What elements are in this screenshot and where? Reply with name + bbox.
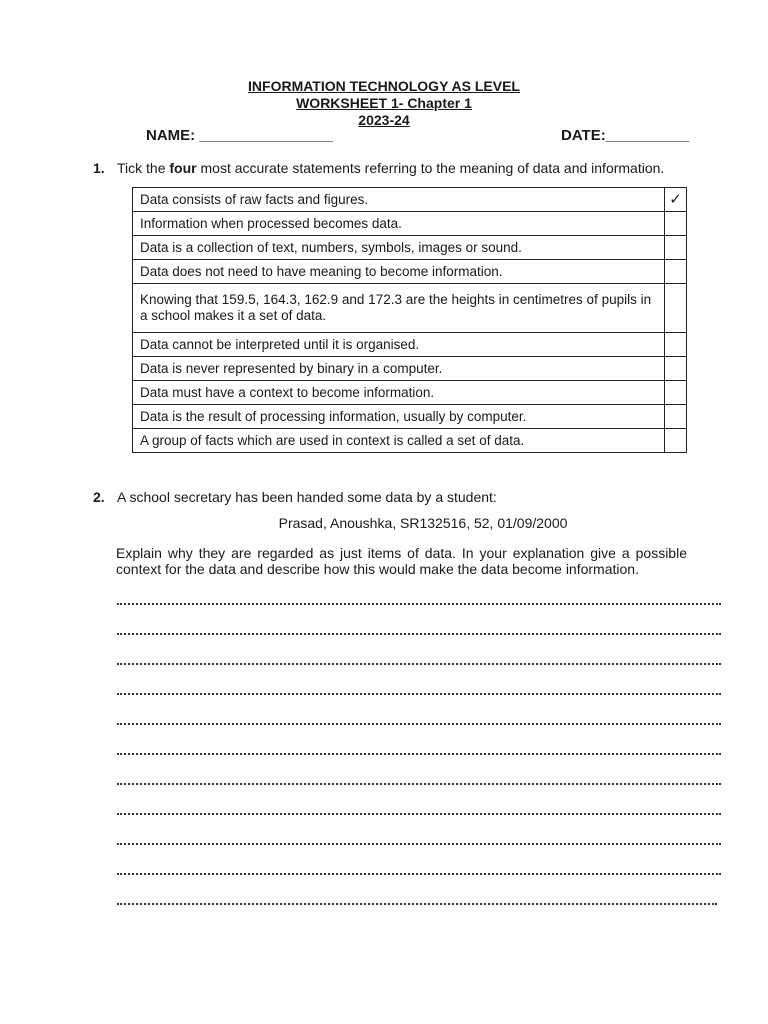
worksheet-year: 2023-24 (358, 112, 410, 128)
date-field[interactable]: DATE:__________ (561, 127, 690, 144)
answer-line[interactable] (117, 603, 721, 605)
tick-box[interactable] (665, 429, 687, 453)
statement-text: Knowing that 159.5, 164.3, 162.9 and 172.3 are the heights in centimetres of pupils in a school makes it a set of data. (133, 284, 665, 333)
tick-box[interactable] (665, 284, 687, 333)
tick-box[interactable] (665, 405, 687, 429)
name-field[interactable]: NAME: ________________ (146, 127, 333, 144)
statement-row (133, 429, 687, 453)
answer-line[interactable] (117, 663, 721, 665)
statement-text: Data consists of raw facts and figures. (133, 188, 665, 212)
statement-row (133, 188, 687, 212)
statement-text: A group of facts which are used in context is called a set of data. (133, 429, 665, 453)
worksheet-subtitle: WORKSHEET 1- Chapter 1 (296, 95, 472, 111)
question-2-prompt: A school secretary has been handed some data by a student: (117, 489, 497, 505)
question-2-number: 2. (93, 489, 105, 505)
worksheet-title: INFORMATION TECHNOLOGY AS LEVEL (248, 78, 520, 94)
statement-row (133, 333, 687, 357)
statement-text: Data must have a context to become information. (133, 381, 665, 405)
tick-box[interactable] (665, 333, 687, 357)
answer-line[interactable] (117, 723, 721, 725)
statement-row (133, 381, 687, 405)
statement-text: Data is never represented by binary in a computer. (133, 357, 665, 381)
statement-row (133, 357, 687, 381)
tick-box[interactable]: ✓ (665, 188, 687, 212)
answer-line[interactable] (117, 753, 721, 755)
student-data: Prasad, Anoushka, SR132516, 52, 01/09/2000 (278, 515, 568, 531)
statement-row (133, 284, 687, 333)
tick-box[interactable] (665, 357, 687, 381)
answer-line[interactable] (117, 903, 717, 905)
answer-line[interactable] (117, 873, 721, 875)
tick-box[interactable] (665, 260, 687, 284)
question-1-number: 1. (93, 160, 105, 176)
statement-row (133, 260, 687, 284)
statement-text: Data does not need to have meaning to become information. (133, 260, 665, 284)
answer-line[interactable] (117, 813, 721, 815)
tick-box[interactable] (665, 381, 687, 405)
statement-row (133, 236, 687, 260)
statement-text: Data is the result of processing information, usually by computer. (133, 405, 665, 429)
statement-row (133, 405, 687, 429)
statement-text: Data is a collection of text, numbers, symbols, images or sound. (133, 236, 665, 260)
answer-line[interactable] (117, 633, 721, 635)
statement-text: Data cannot be interpreted until it is organised. (133, 333, 665, 357)
tick-box[interactable] (665, 236, 687, 260)
answer-line[interactable] (117, 843, 721, 845)
statement-row (133, 212, 687, 236)
statements-table (132, 187, 687, 453)
question-2-instructions: Explain why they are regarded as just items of data. In your explanation give a possible context for the data and describe how this would make the data become information. (116, 545, 687, 577)
tick-box[interactable] (665, 212, 687, 236)
statement-text: Information when processed becomes data. (133, 212, 665, 236)
answer-line[interactable] (117, 693, 721, 695)
question-1-prompt: Tick the four most accurate statements referring to the meaning of data and information. (117, 160, 665, 176)
answer-line[interactable] (117, 783, 721, 785)
